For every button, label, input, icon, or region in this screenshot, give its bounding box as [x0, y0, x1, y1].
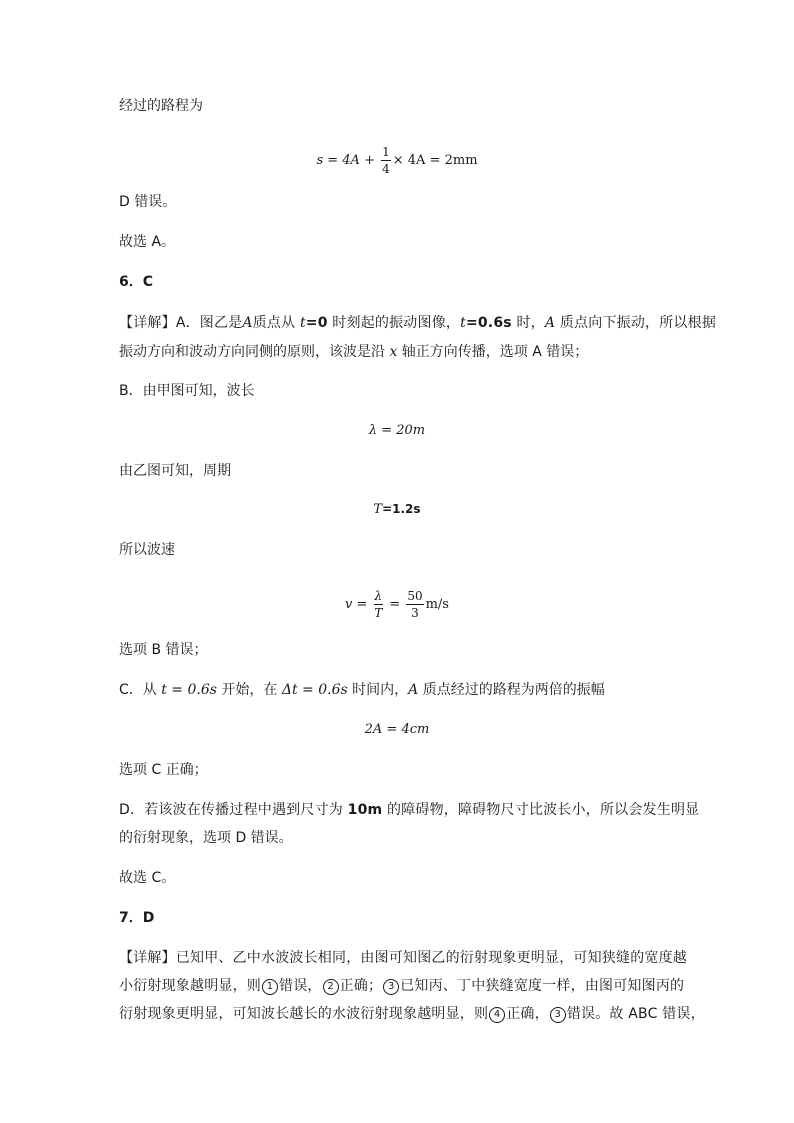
eq-2A: 2A = 4cm — [364, 722, 430, 737]
eq-v-eq: = — [385, 597, 405, 612]
eq-v-f2-den: 3 — [411, 606, 419, 620]
eq-v-lhs: v = — [345, 597, 372, 612]
q6-c-post: 质点经过的路程为两倍的振幅 — [418, 682, 605, 698]
detail-tag-2: 【详解】 — [119, 950, 176, 966]
q6-a-line2-pre: 振动方向和波动方向同侧的原则，该波是沿 — [119, 344, 390, 360]
q7-l3-post: 错误。故 ABC 错误， — [566, 1006, 705, 1022]
q7-l3-pre: 衍射现象更明显，可知波长越长的水波衍射现象越明显，则 — [119, 1006, 489, 1022]
q7-l2-b: 正确； — [339, 978, 383, 994]
eq-T-val: =1.2s — [382, 502, 421, 516]
q7-line2 — [119, 976, 684, 996]
q7-line3 — [119, 1004, 705, 1024]
q7-l3-a: 正确， — [506, 1006, 549, 1022]
circled-number-1: 1 — [262, 979, 278, 995]
question-7-heading: 7．D — [119, 910, 155, 926]
paragraph-d-wrong: D 错误。 — [119, 194, 177, 210]
equation-path — [0, 144, 794, 177]
q7-l1-text: 已知甲、乙中水波波长相同，由图可知图乙的衍射现象更明显，可知狭缝的宽度越 — [175, 950, 688, 966]
paragraph-b-wrong: 选项 B 错误； — [119, 642, 208, 658]
paragraph-choose-a: 故选 A。 — [119, 234, 176, 250]
q6-a-text5: 质点向下振动，所以根据 — [555, 315, 717, 331]
q6-c-mid: 开始，在 — [216, 682, 282, 698]
q7-line1 — [119, 948, 687, 968]
detail-tag: 【详解】 — [119, 315, 176, 331]
q6-option-a-line2 — [119, 342, 588, 362]
equation-speed — [0, 588, 794, 621]
eq-v-unit: m/s — [425, 597, 449, 612]
circled-number-5: 3 — [550, 1007, 566, 1023]
axis-x-label: x — [389, 344, 398, 360]
q6-a-line2-post: 轴正方向传播，选项 A 错误； — [397, 344, 589, 360]
circled-number-2: 2 — [323, 979, 339, 995]
point-a-label-2: A — [544, 315, 556, 331]
t-var: t — [299, 315, 306, 331]
t-var-2: t — [460, 315, 466, 331]
circled-number-4: 4 — [489, 1007, 505, 1023]
q6-a-text: A．图乙是 — [175, 315, 243, 331]
q6-option-a-line1 — [119, 313, 716, 333]
equation-amplitude — [0, 720, 794, 740]
eq-v-frac2 — [406, 588, 423, 621]
eq-v-f1-num: λ — [374, 589, 383, 603]
eq-T-var: T — [373, 502, 383, 517]
q7-l2-a: 错误， — [279, 978, 322, 994]
eq-lambda: λ = 20m — [368, 423, 426, 438]
q7-l2-post: 已知丙、丁中狭缝宽度一样，由图可知图丙的 — [400, 978, 685, 994]
eq-s-frac-num: 1 — [382, 145, 390, 159]
t1-value: =0 — [305, 315, 328, 331]
q6-a-text3: 时刻起的振动图像， — [327, 315, 461, 331]
q6-option-d-line2: 的衍射现象，选项 D 错误。 — [119, 830, 293, 846]
q6-c-pre: C．从 — [119, 682, 162, 698]
q6-option-c — [119, 680, 605, 700]
paragraph-path-intro: 经过的路程为 — [119, 98, 203, 114]
q6-option-b-intro: B．由甲图可知，波长 — [119, 383, 255, 399]
q6-d-pre: D．若该波在传播过程中遇到尺寸为 — [119, 802, 348, 818]
equation-period — [0, 499, 794, 520]
paragraph-speed: 所以波速 — [119, 542, 175, 558]
q6-a-text2: 质点从 — [252, 315, 300, 331]
q6-d-size: 10m — [347, 802, 383, 818]
paragraph-period: 由乙图可知，周期 — [119, 463, 231, 479]
q6-c-dt-eq: Δt = 0.6s — [281, 682, 348, 698]
eq-v-frac1 — [374, 588, 384, 621]
q6-a-text4: 时， — [511, 315, 545, 331]
eq-s-rhs: × 4A = 2mm — [392, 153, 478, 168]
eq-v-f1-den: T — [374, 606, 383, 620]
paragraph-c-right: 选项 C 正确； — [119, 762, 208, 778]
t2-value: =0.6s — [465, 315, 512, 331]
paragraph-choose-c: 故选 C。 — [119, 870, 176, 886]
question-6-heading: 6．C — [119, 274, 154, 290]
q6-c-mid2: 时间内， — [347, 682, 409, 698]
q6-c-t-eq: t = 0.6s — [161, 682, 217, 698]
eq-s-fraction — [381, 144, 391, 177]
circled-number-3: 3 — [383, 979, 399, 995]
point-a-label-3: A — [408, 682, 419, 698]
point-a-label: A — [242, 315, 253, 331]
eq-v-f2-num: 50 — [407, 589, 423, 603]
eq-s-frac-den: 4 — [382, 162, 390, 176]
eq-s-lhs: s = 4A + — [316, 153, 380, 168]
q6-d-post: 的障碍物，障碍物尺寸比波长小，所以会发生明显 — [382, 802, 700, 818]
q7-l2-pre: 小衍射现象越明显，则 — [119, 978, 261, 994]
equation-wavelength — [0, 421, 794, 441]
q6-option-d-line1 — [119, 800, 699, 820]
